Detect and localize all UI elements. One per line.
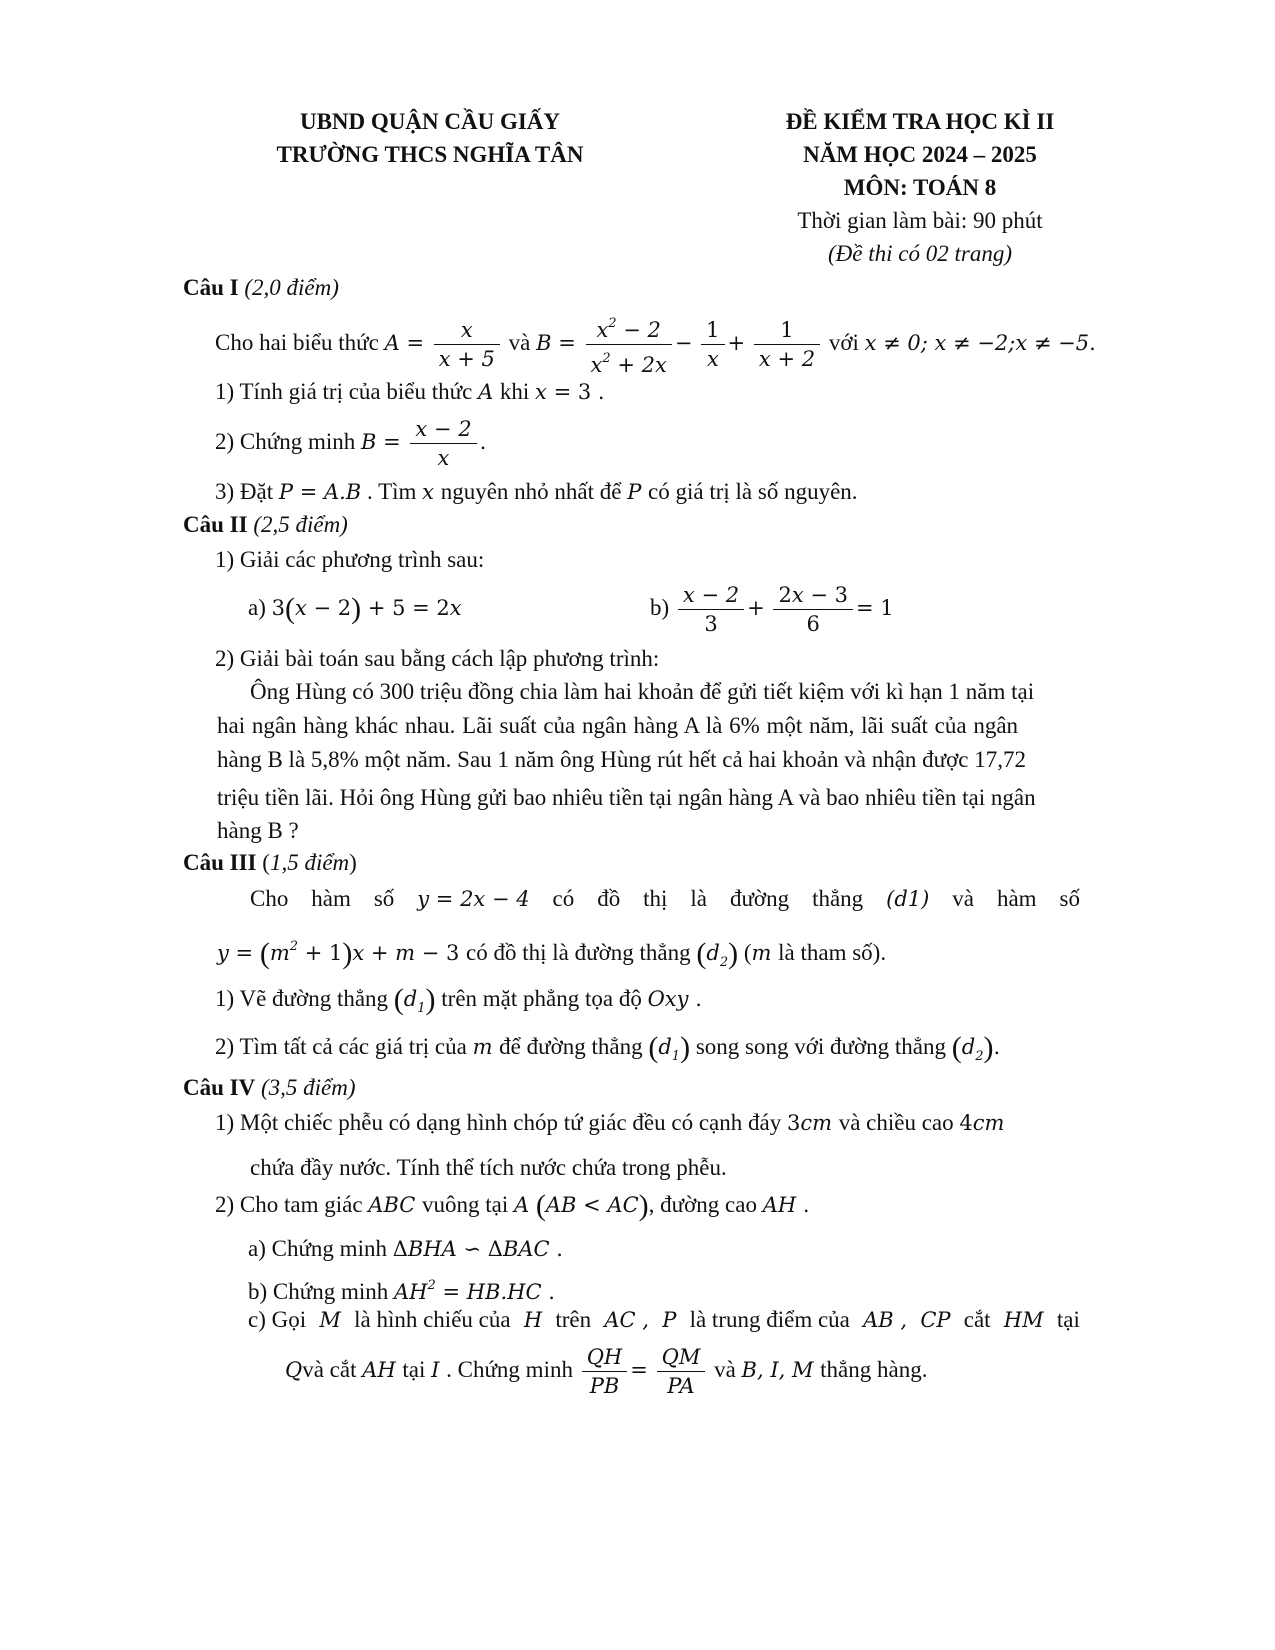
q2-problem-line-5: hàng B ? [217, 818, 299, 843]
q2-eq-a: a) 3(x − 2) + 5 = 2x [248, 592, 462, 625]
q1-title: Câu I [183, 275, 239, 300]
q4-heading [183, 1073, 356, 1103]
fraction-b3: $\frac{1}{x + 2}$ [754, 316, 820, 373]
q2-points: (2,5 điểm) [253, 512, 348, 537]
q3-intro-line-1: Cho hàm số y = 2x − 4 có đồ thị là đường thẳng (d1) và hàm số [250, 886, 1080, 911]
fraction-b1: $\frac{x^2 - 2}{x^2 + 2x}$ [586, 310, 672, 379]
q2-problem-line-2: hai ngân hàng khác nhau. Lãi suất của ngân hàng A là 6% một năm, lãi suất của ngân [217, 713, 1019, 738]
q1-part3: 3) Đặt P = A.B . Tìm x nguyên nhỏ nhất để P có giá trị là số nguyên. [215, 479, 858, 504]
q2-problem-line-3: hàng B là 5,8% một năm. Sau 1 năm ông Hùng rút hết cả hai khoản và nhận được 17,72 [217, 747, 1027, 772]
q4-part2a: a) Chứng minh ΔBHA ∽ ΔBAC . [248, 1236, 563, 1261]
q1-part1: 1) Tính giá trị của biểu thức A khi x = 3 . [215, 379, 605, 404]
school-header [180, 105, 680, 171]
q2-problem-line-4: triệu tiền lãi. Hỏi ông Hùng gửi bao nhiêu tiền tại ngân hàng A và bao nhiêu tiền tại ngân [217, 785, 1036, 810]
time-limit: Thời gian làm bài: 90 phút [797, 208, 1043, 233]
q3-title: Câu III [183, 850, 257, 875]
q4-points: (3,5 điểm) [260, 1075, 356, 1100]
q3-part2: 2) Tìm tất cả các giá trị của m để đường thẳng $(d_1)$ song song với đường thẳng $(d_2)$. [215, 1031, 1001, 1064]
q1-part2: 2) Chứng minh B = $\frac{x - 2}{x}$ . [215, 417, 487, 471]
subject: MÔN: TOÁN 8 [843, 175, 997, 200]
q1-points: (2,0 điểm) [244, 275, 339, 300]
fraction-b2: $\frac{1}{x}$ [701, 316, 724, 373]
exam-title: ĐỀ KIỂM TRA HỌC KÌ II [785, 109, 1055, 134]
domain-condition: x ≠ 0; x ≠ −2;x ≠ −5 [864, 330, 1090, 355]
fraction-a: $\frac{x}{x + 5}$ [434, 316, 500, 373]
q4-title: Câu IV [183, 1075, 256, 1100]
q4-part1-cont: chứa đầy nước. Tính thể tích nước chứa trong phễu. [250, 1155, 727, 1180]
page-count: (Đề thi có 02 trang) [828, 241, 1012, 266]
q2-part1: 1) Giải các phương trình sau: [215, 547, 485, 572]
q4-part2: 2) Cho tam giác ABC vuông tại A (AB < AC), đường cao AH . [215, 1189, 810, 1222]
school-year: NĂM HỌC 2024 – 2025 [803, 142, 1037, 167]
q3-part1: 1) Vẽ đường thẳng $(d_1)$ trên mặt phẳng tọa độ Oxy . [215, 983, 702, 1016]
q2-problem-line-1: Ông Hùng có 300 triệu đồng chia làm hai khoản để gửi tiết kiệm với kì hạn 1 năm tại [250, 679, 1035, 704]
school-name: TRƯỜNG THCS NGHĨA TÂN [276, 142, 584, 167]
q3-heading: Câu III (1,5 điểm) [183, 850, 357, 875]
q2-eq-b: b) $\frac{x - 2}{3}$ + $\frac{2x - 3}{6}$ = 1 [650, 583, 894, 637]
q4-part2c: c) Gọi M là hình chiếu của H trên AC , P là trung điểm của AB , CP cắt HM tại [248, 1307, 1080, 1332]
district-name: UBND QUẬN CẦU GIẤY [299, 109, 561, 134]
q2-heading [183, 510, 348, 540]
q1-intro: Cho hai biểu thức A = $\frac{x}{x + 5}$ và B = $\frac{x^2 - 2}{x^2 + 2x}$ − $\frac{1}{x}$ + $\frac{1}{x + 2}$ với x ≠ 0; x ≠ −2;x ≠ −5. [215, 310, 1096, 379]
q3-intro-line-2: $y = (m^2 + 1)x + m - 3$ có đồ thị là đường thẳng $(d_2)$ (m là tham số). [217, 937, 887, 970]
q3-points: 1,5 điểm [269, 850, 350, 875]
q1-heading [183, 273, 339, 303]
exam-header [700, 105, 1140, 270]
q4-part2b: b) Chứng minh $AH^2 = HB.HC$ . [248, 1278, 555, 1304]
q4-part1: 1) Một chiếc phễu có dạng hình chóp tứ giác đều có cạnh đáy 3cm và chiều cao 4cm [215, 1110, 1005, 1135]
q2-part2: 2) Giải bài toán sau bằng cách lập phương trình: [215, 646, 660, 671]
q2-title: Câu II [183, 512, 248, 537]
q4-part2c-cont: Qvà cắt AH tại I . Chứng minh $\frac{QH}{PB}$ = $\frac{QM}{PA}$ và B, I, M thẳng hàng. [285, 1345, 928, 1399]
fraction-b-simplified: $\frac{x - 2}{x}$ [410, 415, 476, 472]
